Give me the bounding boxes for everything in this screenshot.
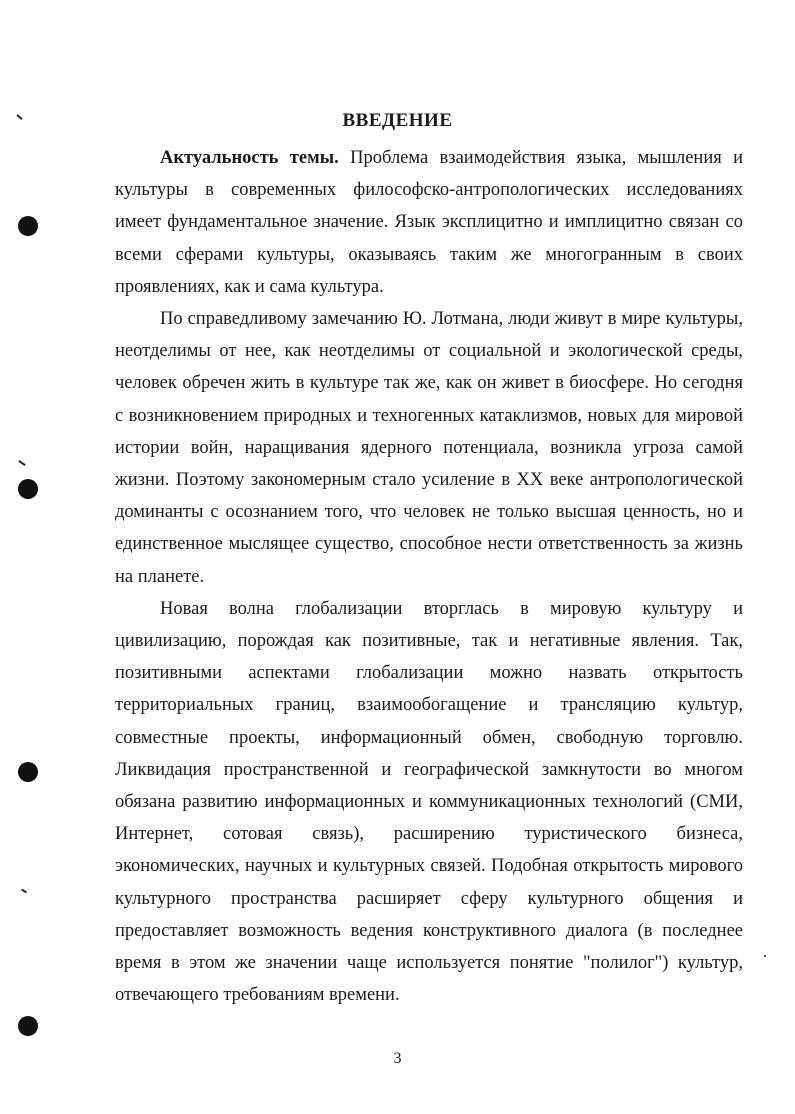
scan-mark-4: [764, 955, 766, 957]
scan-mark-3: [21, 889, 27, 894]
scan-mark-2: [18, 460, 26, 466]
paragraph-text: Проблема взаимодействия языка, мышления и культуры в современных философско-антропологических исследованиях имеет фундаментальное значение. Язык эксплицитно и имплицитно связан со всеми сферами культуры, оказываясь таким же многогранным в своих проявлениях, как и сама культура.: [115, 148, 743, 297]
page-number: 3: [393, 1050, 402, 1067]
binder-hole-1: [18, 216, 38, 236]
binder-hole-4: [18, 1016, 38, 1036]
binder-hole-3: [18, 762, 38, 782]
paragraph-3: Новая волна глобализации вторглась в мировую культуру и цивилизацию, порождая как позитивные, так и негативные явления. Так, позитивными аспектами глобализации можно назвать открытость территориальных границ, взаимообогащение и трансляцию культур, совместные проекты, информационный обмен, свободную торговлю. Ликвидация пространственной и географической замкнутости во многом обязана развитию информационных и коммуникационных технологий (СМИ, Интернет, сотовая связь), расширению туристического бизнеса, экономических, научных и культурных связей. Подобная открытость мирового культурного пространства расширяет сферу культурного общения и предоставляет возможность ведения конструктивного диалога (в последнее время в этом же значении чаще используется понятие "полилог") культур, отвечающего требованиям времени.: [115, 598, 743, 1006]
page-title: ВВЕДЕНИЕ: [342, 110, 453, 131]
paragraph-2: По справедливому замечанию Ю. Лотмана, люди живут в мире культуры, неотделимы от нее, как неотделимы от социальной и экологической среды, человек обречен жить в культуре так же, как он живет в биосфере. Но сегодня с возникновением природных и техногенных катаклизмов, новых для мировой истории войн, наращивания ядерного потенциала, возникла угроза самой жизни. Поэтому закономерным стало усиление в XX веке антропологической доминанты с осознанием того, что человек не только высшая ценность, но и единственное мыслящее существо, способное нести ответственность за жизнь на планете.: [115, 309, 743, 587]
section-lead: Актуальность темы.: [160, 148, 339, 168]
binder-hole-2: [18, 479, 38, 499]
document-body: [115, 142, 743, 1011]
paragraph-1: [115, 142, 743, 303]
